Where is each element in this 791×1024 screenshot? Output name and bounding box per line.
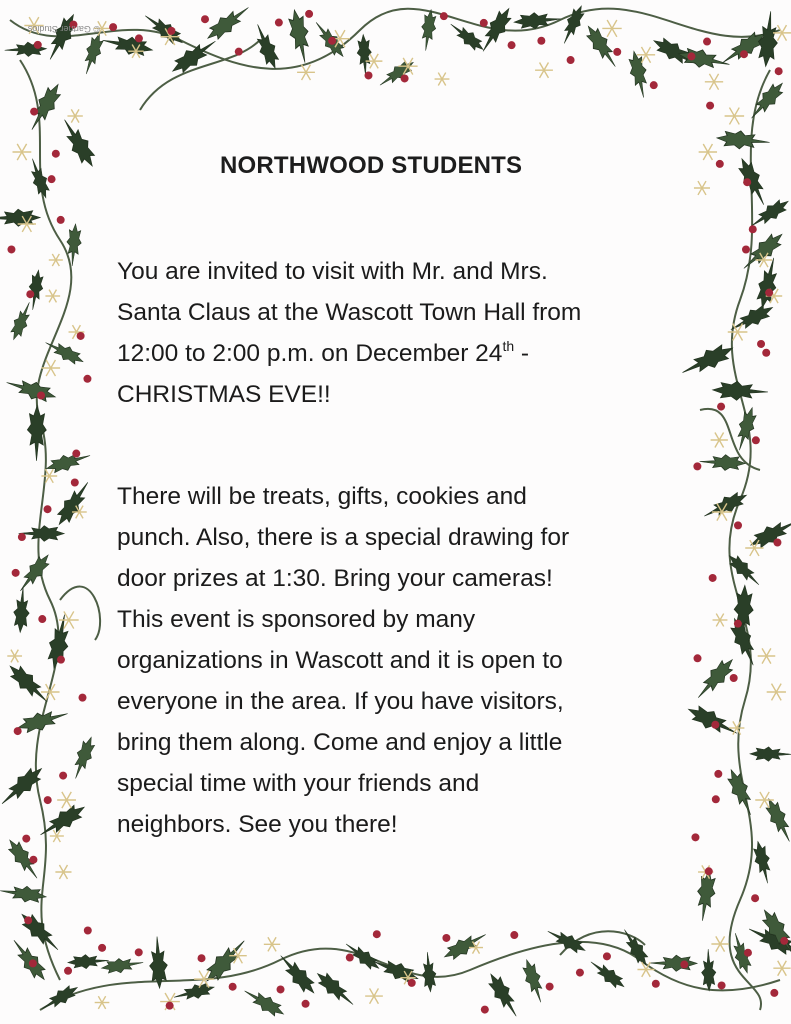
holly-leaf-icon bbox=[4, 374, 58, 405]
berry-icon bbox=[706, 102, 714, 110]
berry-icon bbox=[749, 225, 757, 233]
berry-icon bbox=[716, 160, 724, 168]
berry-icon bbox=[12, 569, 20, 577]
berry-icon bbox=[57, 216, 65, 224]
paragraph-line: This event is sponsored by many bbox=[117, 606, 476, 633]
berry-icon bbox=[84, 926, 92, 934]
holly-leaf-icon bbox=[712, 380, 768, 401]
berry-icon bbox=[29, 856, 37, 864]
berry-icon bbox=[198, 954, 206, 962]
paragraph-line: neighbors. See you there! bbox=[117, 811, 398, 838]
berry-icon bbox=[83, 375, 91, 383]
holly-leaf-icon bbox=[12, 587, 30, 633]
holly-leaf-icon bbox=[65, 223, 83, 266]
holly-leaf-icon bbox=[587, 956, 629, 992]
berry-icon bbox=[302, 1000, 310, 1008]
snowflake-icon bbox=[67, 109, 82, 122]
snowflake-icon bbox=[725, 108, 745, 125]
paragraph-line: special time with your friends and bbox=[117, 770, 480, 797]
berry-icon bbox=[26, 290, 34, 298]
holly-leaf-icon bbox=[67, 953, 109, 969]
berry-icon bbox=[743, 178, 751, 186]
berry-icon bbox=[109, 23, 117, 31]
berry-icon bbox=[480, 19, 488, 27]
holly-leaf-icon bbox=[68, 734, 98, 781]
berry-icon bbox=[277, 985, 285, 993]
snowflake-icon bbox=[773, 25, 791, 41]
holly-leaf-icon bbox=[716, 129, 770, 151]
berry-icon bbox=[365, 71, 373, 79]
berry-icon bbox=[773, 538, 781, 546]
berry-icon bbox=[687, 52, 695, 60]
berry-icon bbox=[770, 989, 778, 997]
snowflake-icon bbox=[365, 988, 383, 1003]
holly-leaf-icon bbox=[14, 550, 54, 595]
snowflake-icon bbox=[535, 62, 553, 77]
holly-leaf-icon bbox=[751, 840, 775, 885]
berry-icon bbox=[30, 108, 38, 116]
paragraph-line: There will be treats, gifts, cookies and bbox=[117, 483, 527, 510]
holly-leaf-icon bbox=[724, 551, 764, 590]
holly-leaf-icon bbox=[141, 10, 187, 49]
berry-icon bbox=[652, 980, 660, 988]
holly-leaf-icon bbox=[27, 406, 46, 461]
berry-icon bbox=[34, 41, 42, 49]
berry-icon bbox=[693, 462, 701, 470]
berry-icon bbox=[52, 150, 60, 158]
snowflake-icon bbox=[7, 650, 22, 663]
holly-leaf-icon bbox=[558, 3, 588, 46]
berry-icon bbox=[328, 37, 336, 45]
berry-icon bbox=[201, 15, 209, 23]
berry-icon bbox=[613, 48, 621, 56]
holly-leaf-icon bbox=[24, 80, 66, 134]
ordinal-suffix: th bbox=[502, 338, 515, 354]
holly-leaf-icon bbox=[750, 747, 791, 762]
berry-icon bbox=[275, 19, 283, 27]
snowflake-icon bbox=[699, 144, 717, 160]
holly-leaf-icon bbox=[678, 340, 736, 381]
berry-icon bbox=[752, 436, 760, 444]
paragraph-line: You are invited to visit with Mr. and Mrs. bbox=[117, 258, 548, 285]
berry-icon bbox=[765, 289, 773, 297]
berry-icon bbox=[44, 505, 52, 513]
berry-icon bbox=[537, 37, 545, 45]
berry-icon bbox=[734, 620, 742, 628]
berry-icon bbox=[751, 894, 759, 902]
berry-icon bbox=[730, 674, 738, 682]
berry-icon bbox=[603, 952, 611, 960]
berry-icon bbox=[691, 833, 699, 841]
snowflake-icon bbox=[95, 996, 110, 1009]
holly-leaf-icon bbox=[101, 955, 145, 975]
holly-leaf-icon bbox=[19, 526, 65, 542]
snowflake-icon bbox=[713, 614, 728, 627]
paragraph-line: everyone in the area. If you have visitors, bbox=[117, 688, 564, 715]
invitation-paragraph bbox=[117, 251, 581, 415]
berry-icon bbox=[38, 615, 46, 623]
dash-text: - bbox=[514, 340, 530, 367]
holly-leaf-icon bbox=[419, 9, 438, 52]
paragraph-line: bring them along. Come and enjoy a little bbox=[117, 729, 563, 756]
berry-icon bbox=[373, 930, 381, 938]
page-title: NORTHWOOD STUDENTS bbox=[220, 152, 523, 179]
berry-icon bbox=[744, 949, 752, 957]
date-text: 12:00 to 2:00 p.m. on December 24 bbox=[117, 340, 503, 367]
berry-icon bbox=[98, 944, 106, 952]
holly-leaf-icon bbox=[441, 927, 490, 964]
berry-icon bbox=[705, 867, 713, 875]
berry-icon bbox=[71, 479, 79, 487]
berry-icon bbox=[72, 450, 80, 458]
berry-icon bbox=[77, 332, 85, 340]
snowflake-icon bbox=[705, 74, 723, 90]
snowflake-icon bbox=[49, 254, 63, 266]
berry-icon bbox=[229, 983, 237, 991]
berry-icon bbox=[780, 937, 788, 945]
snowflake-icon bbox=[758, 648, 776, 663]
copyright-credit: © Gartner Studios bbox=[27, 24, 100, 34]
berry-icon bbox=[712, 795, 720, 803]
berry-icon bbox=[714, 770, 722, 778]
snowflake-icon bbox=[711, 936, 729, 951]
snowflake-icon bbox=[602, 20, 621, 37]
berry-icon bbox=[508, 41, 516, 49]
holly-leaf-icon bbox=[57, 115, 100, 171]
berry-icon bbox=[37, 391, 45, 399]
berry-icon bbox=[29, 959, 37, 967]
snowflake-icon bbox=[13, 144, 32, 160]
berry-icon bbox=[7, 245, 15, 253]
berry-icon bbox=[57, 656, 65, 664]
berry-icon bbox=[709, 574, 717, 582]
berry-icon bbox=[44, 796, 52, 804]
holly-leaf-icon bbox=[7, 935, 51, 985]
berry-icon bbox=[24, 916, 32, 924]
berry-icon bbox=[481, 1006, 489, 1014]
berry-icon bbox=[717, 403, 725, 411]
holly-leaf-icon bbox=[484, 970, 524, 1021]
snowflake-icon bbox=[435, 73, 450, 86]
holly-leaf-icon bbox=[101, 32, 154, 59]
berry-icon bbox=[740, 50, 748, 58]
paragraph-line bbox=[117, 333, 581, 374]
berry-icon bbox=[59, 772, 67, 780]
snowflake-icon bbox=[773, 961, 790, 976]
berry-icon bbox=[167, 27, 175, 35]
holly-leaf-icon bbox=[545, 925, 589, 957]
snowflake-icon bbox=[729, 721, 744, 734]
paragraph-line: CHRISTMAS EVE!! bbox=[117, 381, 331, 408]
berry-icon bbox=[166, 1002, 174, 1010]
holly-leaf-icon bbox=[694, 869, 718, 922]
paragraph-line: Santa Claus at the Wascott Town Hall from bbox=[117, 299, 582, 326]
berry-icon bbox=[346, 954, 354, 962]
holly-leaf-icon bbox=[7, 300, 35, 343]
berry-icon bbox=[401, 74, 409, 82]
paragraph-line: organizations in Wascott and it is open to bbox=[117, 647, 563, 674]
berry-icon bbox=[718, 981, 726, 989]
berry-icon bbox=[442, 934, 450, 942]
holly-leaf-icon bbox=[203, 1, 254, 46]
snowflake-icon bbox=[45, 290, 60, 303]
holly-leaf-icon bbox=[38, 981, 81, 1015]
berry-icon bbox=[135, 34, 143, 42]
holly-leaf-icon bbox=[42, 11, 81, 64]
berry-icon bbox=[79, 694, 87, 702]
berry-icon bbox=[762, 349, 770, 357]
holly-leaf-icon bbox=[746, 78, 789, 124]
berry-icon bbox=[235, 48, 243, 56]
berry-icon bbox=[408, 979, 416, 987]
berry-icon bbox=[48, 175, 56, 183]
holly-leaf-icon bbox=[16, 705, 70, 736]
holly-leaf-icon bbox=[684, 701, 741, 742]
berry-icon bbox=[711, 721, 719, 729]
holly-leaf-icon bbox=[650, 955, 698, 972]
berry-icon bbox=[64, 967, 72, 975]
snowflake-icon bbox=[55, 865, 71, 879]
berry-icon bbox=[757, 340, 765, 348]
snowflake-icon bbox=[264, 937, 280, 951]
holly-leaf-icon bbox=[519, 957, 548, 1004]
paragraph-line: punch. Also, there is a special drawing for bbox=[117, 524, 570, 551]
berry-icon bbox=[680, 961, 688, 969]
berry-icon bbox=[576, 969, 584, 977]
berry-icon bbox=[742, 245, 750, 253]
holly-leaf-icon bbox=[312, 967, 358, 1010]
holly-leaf-icon bbox=[421, 951, 438, 992]
details-paragraph bbox=[117, 476, 569, 845]
snowflake-icon bbox=[694, 181, 710, 195]
berry-icon bbox=[305, 10, 313, 18]
holly-leaf-icon bbox=[0, 883, 47, 905]
berry-icon bbox=[22, 835, 30, 843]
holly-leaf-icon bbox=[16, 908, 64, 956]
paragraph-line: door prizes at 1:30. Bring your cameras! bbox=[117, 565, 553, 592]
berry-icon bbox=[18, 533, 26, 541]
berry-icon bbox=[694, 654, 702, 662]
holly-leaf-icon bbox=[172, 980, 216, 1004]
holly-leaf-icon bbox=[3, 835, 43, 882]
berry-icon bbox=[546, 983, 554, 991]
holly-leaf-icon bbox=[699, 454, 746, 472]
holly-leaf-icon bbox=[4, 660, 53, 708]
berry-icon bbox=[567, 56, 575, 64]
snowflake-icon bbox=[711, 433, 728, 448]
holly-leaf-icon bbox=[701, 949, 716, 991]
berry-icon bbox=[510, 931, 518, 939]
berry-icon bbox=[440, 12, 448, 20]
berry-icon bbox=[775, 67, 783, 75]
berry-icon bbox=[650, 81, 658, 89]
berry-icon bbox=[14, 727, 22, 735]
holly-leaf-icon bbox=[79, 31, 106, 76]
berry-icon bbox=[734, 521, 742, 529]
berry-icon bbox=[703, 38, 711, 46]
snowflake-icon bbox=[767, 684, 786, 701]
holly-leaf-icon bbox=[250, 21, 283, 71]
berry-icon bbox=[135, 948, 143, 956]
